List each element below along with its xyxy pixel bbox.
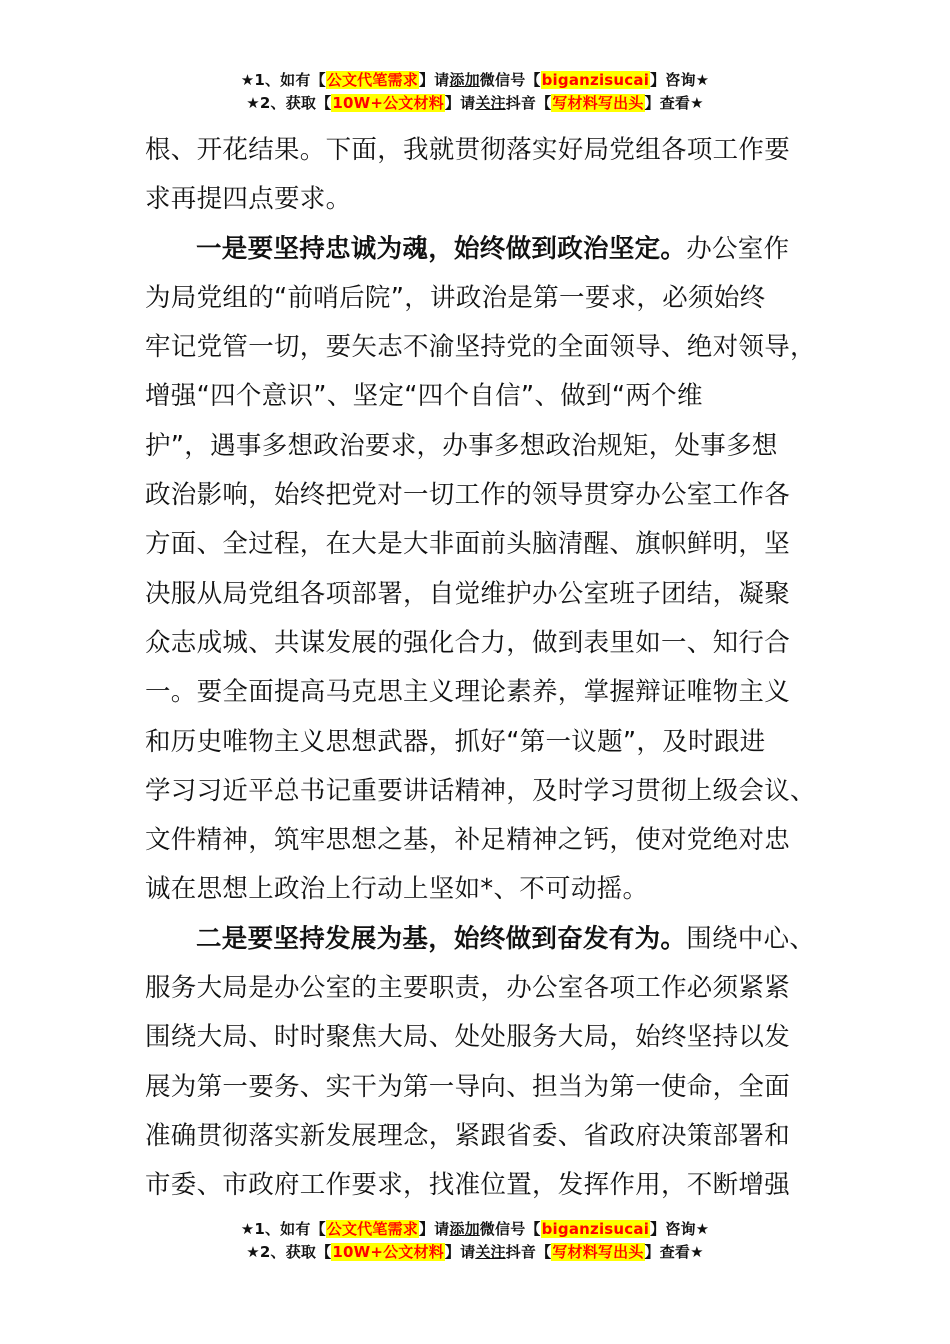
header-banner xyxy=(0,69,950,115)
banner-text: 】查看★ xyxy=(644,1243,704,1261)
banner-line-2 xyxy=(0,92,950,115)
text-line: 牢记党管一切，要矢志不渝坚持党的全面领导、绝对领导， xyxy=(145,332,816,363)
banner-text: 】咨询★ xyxy=(650,1220,710,1238)
banner-text: ★1、如有【 xyxy=(240,71,326,89)
text-line: 展为第一要务、实干为第一导向、担当为第一使命，全面 xyxy=(145,1071,791,1102)
highlight-text: 公文代笔需求 xyxy=(326,1220,418,1238)
highlight-text: biganzisucai xyxy=(541,1220,650,1238)
footer-banner xyxy=(0,1218,950,1264)
banner-text: 微信号【 xyxy=(479,1220,541,1238)
text-line: 政治影响，始终把党对一切工作的领导贯穿办公室工作各 xyxy=(145,480,791,511)
banner-text: ★2、获取【 xyxy=(246,1243,332,1261)
text-line xyxy=(145,225,809,274)
banner-text: 】查看★ xyxy=(644,94,704,112)
text-line: 学习习近平总书记重要讲话精神，及时学习贯彻上级会议、 xyxy=(145,775,816,806)
banner-text: 】咨询★ xyxy=(650,71,710,89)
paragraph-lead: 一是要坚持忠诚为魂，始终做到政治坚定。 xyxy=(196,233,687,264)
paragraph xyxy=(145,915,816,1211)
underlined-text: 关注 xyxy=(475,94,506,112)
banner-line-2 xyxy=(0,1241,950,1264)
document-body xyxy=(145,126,816,1211)
text-line: 市委、市政府工作要求，找准位置，发挥作用，不断增强 xyxy=(145,1170,791,1201)
text-line: 文件精神，筑牢思想之基，补足精神之钙，使对党绝对忠 xyxy=(145,825,791,856)
paragraph xyxy=(145,126,809,225)
text-line: 增强“四个意识”、坚定“四个自信”、做到“两个维 xyxy=(145,381,703,412)
banner-text: ★2、获取【 xyxy=(246,94,332,112)
text-line: 准确贯彻落实新发展理念，紧跟省委、省政府决策部署和 xyxy=(145,1120,791,1151)
text-line: 根、开花结果。下面，我就贯彻落实好局党组各项工作要 xyxy=(145,135,791,165)
banner-text: 】请 xyxy=(444,1243,476,1261)
text-run: 围绕中心、 xyxy=(686,923,816,954)
banner-text: 抖音【 xyxy=(505,94,552,112)
highlight-text: 10W+公文材料 xyxy=(332,1243,444,1261)
underlined-text: 添加 xyxy=(449,71,480,89)
banner-text: 】请 xyxy=(418,1220,450,1238)
highlight-text: 写材料写出头 xyxy=(552,1243,644,1261)
text-line: 一。要全面提高马克思主义理论素养，掌握辩证唯物主义 xyxy=(145,677,791,708)
text-line: 众志成城、共谋发展的强化合力，做到表里如一、知行合 xyxy=(145,627,791,658)
banner-text: ★1、如有【 xyxy=(240,1220,326,1238)
text-line: 服务大局是办公室的主要职责，办公室各项工作必须紧紧 xyxy=(145,973,791,1004)
text-line: 方面、全过程，在大是大非面前头脑清醒、旗帜鲜明，坚 xyxy=(145,529,791,560)
text-run: 办公室作 xyxy=(686,233,790,264)
banner-line-1 xyxy=(0,69,950,92)
banner-text: 微信号【 xyxy=(479,71,541,89)
highlight-text: 10W+公文材料 xyxy=(332,94,444,112)
banner-text: 】请 xyxy=(444,94,476,112)
underlined-text: 关注 xyxy=(475,1243,506,1261)
banner-line-1 xyxy=(0,1218,950,1241)
paragraph xyxy=(145,225,816,915)
banner-text: 】请 xyxy=(418,71,450,89)
underlined-text: 添加 xyxy=(449,1220,480,1238)
text-line: 护”，遇事多想政治要求，办事多想政治规矩，处事多想 xyxy=(145,430,778,461)
text-line: 为局党组的“前哨后院”，讲政治是第一要求，必须始终 xyxy=(145,282,766,313)
highlight-text: 公文代笔需求 xyxy=(326,71,418,89)
text-line: 求再提四点要求。 xyxy=(145,184,352,215)
text-line: 围绕大局、时时聚焦大局、处处服务大局，始终坚持以发 xyxy=(145,1022,791,1053)
paragraph-lead: 二是要坚持发展为基，始终做到奋发有为。 xyxy=(196,923,687,954)
text-line: 诚在思想上政治上行动上坚如*、不可动摇。 xyxy=(145,874,649,905)
text-line: 和历史唯物主义思想武器，抓好“第一议题”，及时跟进 xyxy=(145,726,766,757)
banner-text: 抖音【 xyxy=(505,1243,552,1261)
text-line: 决服从局党组各项部署，自觉维护办公室班子团结，凝聚 xyxy=(145,578,791,609)
highlight-text: 写材料写出头 xyxy=(552,94,644,112)
highlight-text: biganzisucai xyxy=(541,71,650,89)
text-line xyxy=(145,915,816,964)
